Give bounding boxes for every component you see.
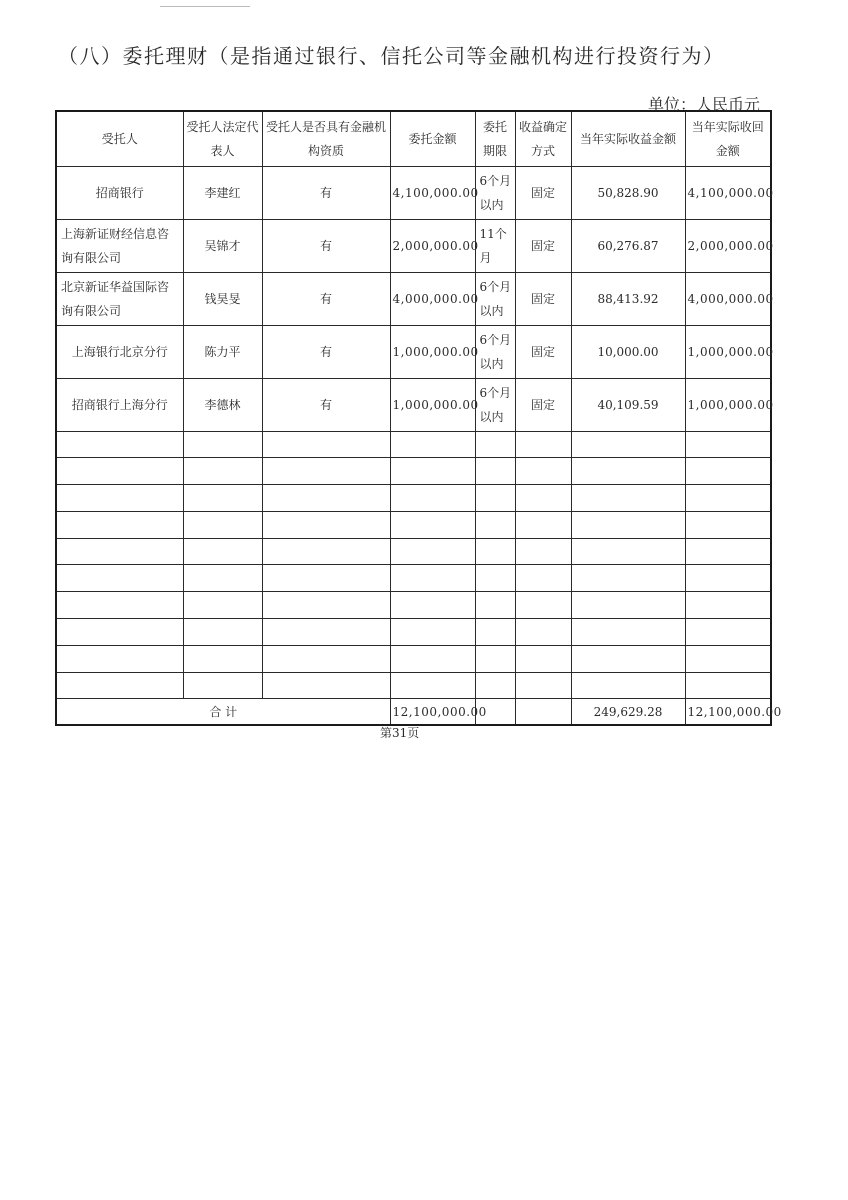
actual-income-cell: 50,828.90 xyxy=(571,166,685,219)
trustee-cell: 招商银行 xyxy=(56,166,183,219)
income-method-cell: 固定 xyxy=(515,219,571,272)
qualification-cell: 有 xyxy=(262,166,390,219)
total-label: 合 计 xyxy=(56,699,390,725)
empty-row xyxy=(56,619,771,646)
table-row xyxy=(56,325,771,378)
table-row xyxy=(56,378,771,431)
amount-cell: 4,100,000.00 xyxy=(390,166,475,219)
col-header-amount: 委托金额 xyxy=(390,111,475,166)
total-method-empty xyxy=(515,699,571,725)
col-header-actual-income: 当年实际收益金额 xyxy=(571,111,685,166)
amount-cell: 1,000,000.00 xyxy=(390,325,475,378)
table-header-row xyxy=(56,111,771,166)
actual-income-cell: 88,413.92 xyxy=(571,272,685,325)
legal-rep-cell: 陈力平 xyxy=(183,325,262,378)
amount-cell: 2,000,000.00 xyxy=(390,219,475,272)
empty-row xyxy=(56,672,771,699)
qualification-cell: 有 xyxy=(262,272,390,325)
total-income: 249,629.28 xyxy=(571,699,685,725)
actual-recovered-cell: 2,000,000.00 xyxy=(685,219,771,272)
actual-income-cell: 60,276.87 xyxy=(571,219,685,272)
unit-label: 单位：人民币元 xyxy=(648,95,761,114)
empty-row xyxy=(56,592,771,619)
empty-row xyxy=(56,645,771,672)
legal-rep-cell: 李建红 xyxy=(183,166,262,219)
total-recovered: 12,100,000.00 xyxy=(685,699,771,725)
table-row xyxy=(56,166,771,219)
col-header-legal-rep: 受托人法定代表人 xyxy=(183,111,262,166)
table-row xyxy=(56,272,771,325)
scan-artifact-line xyxy=(160,6,250,7)
trustee-cell: 招商银行上海分行 xyxy=(56,378,183,431)
term-cell: 6个月以内 xyxy=(475,378,515,431)
page-title: （八）委托理财（是指通过银行、信托公司等金融机构进行投资行为） xyxy=(58,44,725,68)
legal-rep-cell: 李德林 xyxy=(183,378,262,431)
legal-rep-cell: 钱昊旻 xyxy=(183,272,262,325)
actual-recovered-cell: 1,000,000.00 xyxy=(685,378,771,431)
amount-cell: 4,000,000.00 xyxy=(390,272,475,325)
income-method-cell: 固定 xyxy=(515,378,571,431)
actual-recovered-cell: 4,100,000.00 xyxy=(685,166,771,219)
empty-row xyxy=(56,538,771,565)
qualification-cell: 有 xyxy=(262,325,390,378)
actual-income-cell: 40,109.59 xyxy=(571,378,685,431)
trustee-cell: 北京新证华益国际咨询有限公司 xyxy=(56,272,183,325)
col-header-term: 委托期限 xyxy=(475,111,515,166)
empty-row xyxy=(56,431,771,458)
empty-row xyxy=(56,511,771,538)
table-row xyxy=(56,219,771,272)
actual-recovered-cell: 1,000,000.00 xyxy=(685,325,771,378)
qualification-cell: 有 xyxy=(262,219,390,272)
term-cell: 6个月以内 xyxy=(475,166,515,219)
empty-row xyxy=(56,565,771,592)
actual-income-cell: 10,000.00 xyxy=(571,325,685,378)
entrusted-finance-table xyxy=(55,110,782,726)
page-number: 第31页 xyxy=(380,726,420,740)
income-method-cell: 固定 xyxy=(515,166,571,219)
qualification-cell: 有 xyxy=(262,378,390,431)
legal-rep-cell: 吴锦才 xyxy=(183,219,262,272)
income-method-cell: 固定 xyxy=(515,325,571,378)
col-header-qualification: 受托人是否具有金融机构资质 xyxy=(262,111,390,166)
empty-row xyxy=(56,458,771,485)
term-cell: 6个月以内 xyxy=(475,325,515,378)
trustee-cell: 上海银行北京分行 xyxy=(56,325,183,378)
col-header-actual-recovered: 当年实际收回金额 xyxy=(685,111,771,166)
col-header-income-method: 收益确定方式 xyxy=(515,111,571,166)
trustee-cell: 上海新证财经信息咨询有限公司 xyxy=(56,219,183,272)
term-cell: 11个月 xyxy=(475,219,515,272)
col-header-trustee: 受托人 xyxy=(56,111,183,166)
total-amount: 12,100,000.00 xyxy=(390,699,475,725)
amount-cell: 1,000,000.00 xyxy=(390,378,475,431)
empty-row xyxy=(56,485,771,512)
total-row xyxy=(56,699,771,725)
income-method-cell: 固定 xyxy=(515,272,571,325)
term-cell: 6个月以内 xyxy=(475,272,515,325)
actual-recovered-cell: 4,000,000.00 xyxy=(685,272,771,325)
